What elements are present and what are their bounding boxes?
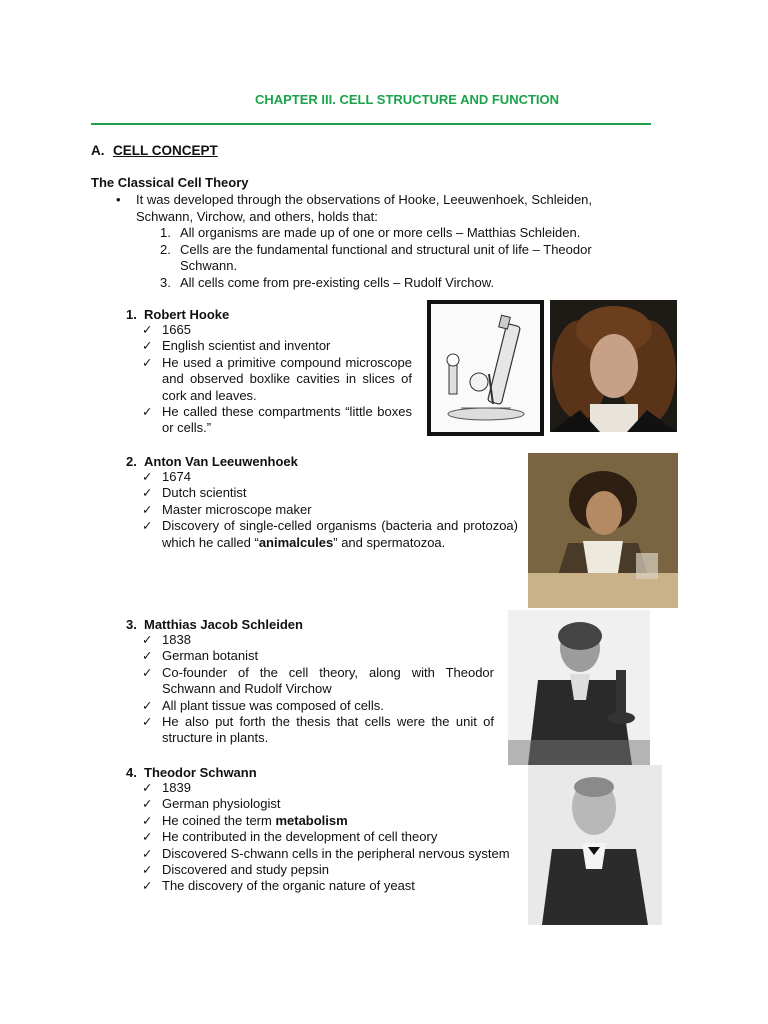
fact-item: ✓ English scientist and inventor	[142, 338, 331, 354]
fact-item: ✓ He used a primitive compound microscope and observed boxlike cavities in slices of cork and leaves.	[142, 354, 412, 403]
fact-item: ✓ Co-founder of the cell theory, along with Theodor Schwann and Rudolf Virchow	[142, 664, 494, 697]
check-icon: ✓	[142, 633, 153, 647]
fact-item: ✓ He also put forth the thesis that cells were the unit of structure in plants.	[142, 714, 494, 746]
check-icon: ✓	[142, 405, 153, 420]
microscope-illustration	[427, 300, 544, 436]
check-icon: ✓	[142, 665, 153, 680]
scientist-block	[126, 617, 494, 747]
title-divider	[91, 123, 651, 125]
tenet-item: 3. All cells come from pre-existing cells – Rudolf Virchow.	[160, 274, 495, 290]
check-icon: ✓	[142, 781, 153, 795]
fact-item: ✓ 1838	[142, 632, 191, 647]
schwann-portrait	[528, 765, 662, 925]
scientist-block	[126, 454, 518, 551]
check-icon: ✓	[142, 470, 153, 484]
fact-item: ✓ German physiologist	[142, 796, 281, 812]
fact-item: ✓ 1839	[142, 780, 191, 795]
fact-item: ✓ 1665	[142, 322, 191, 337]
fact-item: ✓ He contributed in the development of cell theory	[142, 829, 438, 845]
fact-list	[142, 780, 518, 895]
check-icon: ✓	[142, 339, 153, 354]
chapter-title: CHAPTER III. CELL STRUCTURE AND FUNCTION	[254, 92, 560, 107]
fact-item: ✓ He called these compartments “little boxes or cells.”	[142, 404, 412, 436]
schleiden-portrait	[508, 610, 650, 765]
tenet-item: 2. Cells are the fundamental functional and structural unit of life – Theodor Schwann.	[160, 241, 592, 273]
scientist-name: 4. Theodor Schwann	[126, 765, 257, 780]
fact-item: ✓ Master microscope maker	[142, 501, 312, 517]
check-icon: ✓	[142, 813, 153, 828]
section-heading	[91, 143, 218, 158]
section-letter: A.	[91, 143, 105, 158]
tenet-item: 1. All organisms are made up of one or more cells – Matthias Schleiden.	[160, 225, 581, 240]
check-icon: ✓	[142, 323, 153, 337]
fact-item: ✓ Discovered S-chwann cells in the peripheral nervous system	[142, 845, 510, 861]
check-icon: ✓	[142, 797, 153, 812]
scientist-block	[126, 765, 518, 895]
robert-hooke-portrait	[550, 300, 677, 432]
intro-text: It was developed through the observations of Hooke, Leeuwenhoek, Schleiden, Schwann, Virchow, and others, holds that:	[136, 192, 593, 224]
fact-item: ✓ German botanist	[142, 648, 259, 664]
check-icon: ✓	[142, 715, 153, 730]
check-icon: ✓	[142, 879, 153, 894]
subheading: The Classical Cell Theory	[91, 175, 249, 190]
fact-item: ✓ All plant tissue was composed of cells.	[142, 697, 384, 713]
check-icon: ✓	[142, 863, 153, 878]
check-icon: ✓	[142, 502, 153, 517]
fact-item: ✓ 1674	[142, 469, 191, 484]
fact-item: ✓ Discovery of single-celled organisms (bacteria and protozoa) which he called “animalcules” and spermatozoa.	[142, 518, 518, 550]
section-title: CELL CONCEPT	[113, 143, 218, 158]
scientist-block	[126, 307, 412, 437]
check-icon: ✓	[142, 846, 153, 861]
check-icon: ✓	[142, 486, 153, 501]
bullet-icon: •	[116, 192, 121, 207]
fact-list	[142, 322, 412, 437]
check-icon: ✓	[142, 519, 153, 534]
fact-list	[142, 469, 518, 551]
check-icon: ✓	[142, 649, 153, 664]
leeuwenhoek-portrait	[528, 453, 678, 608]
scientist-name: 1. Robert Hooke	[126, 307, 230, 322]
fact-list	[142, 632, 494, 747]
fact-item: ✓ Discovered and study pepsin	[142, 862, 329, 878]
tenet-list	[160, 225, 640, 291]
fact-item: ✓ Dutch scientist	[142, 485, 247, 501]
check-icon: ✓	[142, 355, 153, 370]
check-icon: ✓	[142, 698, 153, 713]
scientist-name: 2. Anton Van Leeuwenhoek	[126, 454, 298, 469]
scientist-name: 3. Matthias Jacob Schleiden	[126, 617, 303, 632]
check-icon: ✓	[142, 830, 153, 845]
fact-item: ✓ He coined the term metabolism	[142, 812, 348, 828]
fact-item: ✓ The discovery of the organic nature of yeast	[142, 878, 415, 894]
